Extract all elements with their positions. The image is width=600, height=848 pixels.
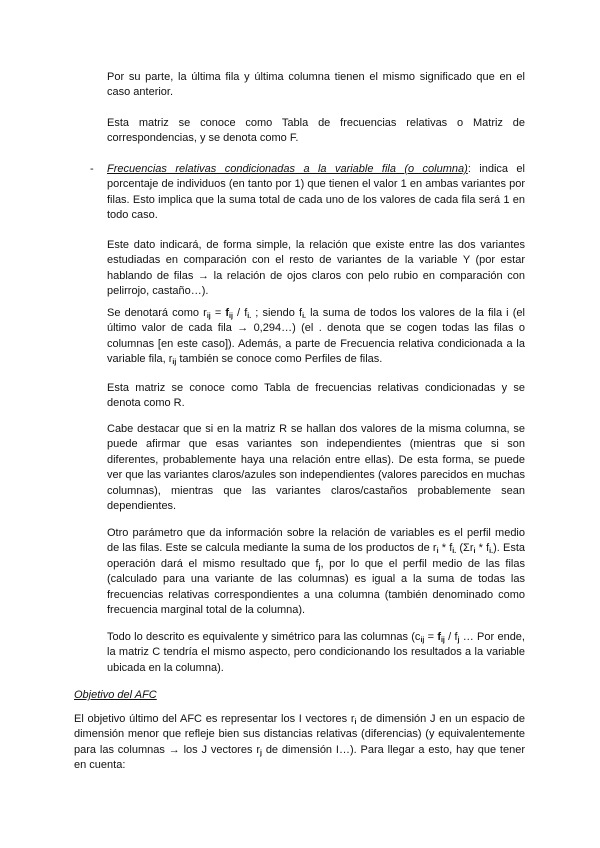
term-conditional-frequencies: Frecuencias relativas condicionadas a la variable fila (o columna): [107, 163, 468, 175]
bullet-marker: -: [90, 163, 94, 175]
paragraph-relation-explanation: Este dato indicará, de forma simple, la relación que existe entre las dos variantes estudiadas en comparación con el resto de variantes de la variable Y (por estar hablando de filas → la relación de ojos claros con pelo rubio en comparación con pelirrojo, castaño…).: [107, 239, 525, 298]
section-heading-objetivo-afc: Objetivo del AFC: [74, 689, 157, 701]
paragraph-last-row-column: Por su parte, la última fila y última columna tienen el mismo significado que en el caso anterior.: [107, 71, 525, 99]
paragraph-correspondence-matrix: Esta matriz se conoce como Tabla de frecuencias relativas o Matriz de correspondencias, y se denota como F.: [107, 117, 525, 145]
paragraph-matrix-r: Esta matriz se conoce como Tabla de frecuencias relativas condicionadas y se denota como R.: [107, 382, 525, 410]
paragraph-independence: Cabe destacar que si en la matriz R se hallan dos valores de la misma columna, se puede afirmar que esas variantes son independientes (mientras que si son diferentes, probablemente haya una relación entre ellas). De esta forma, se puede ver que las variantes claros/azules son independientes (valores parecidos en muchas columnas), mientras que las variantes claros/castaños probablemente sean dependientes.: [107, 423, 525, 513]
paragraph-columns-equivalent: Todo lo descrito es equivalente y simétrico para las columnas ($c_{ij} = f_{ij} / f_j$ … Por ende, la matriz C tendría el mismo aspecto, pero condicionando los resultados a la variable ubicada en la columna).: [107, 631, 525, 674]
paragraph-conditional-frequencies: Frecuencias relativas condicionadas a la variable fila (o columna): indica el porcentaje de individuos (en tanto por 1) que tienen el valor 1 en ambas variantes por filas. Esto implica que la suma total de cada uno de los valores de cada fila será 1 en todo caso.: [107, 163, 525, 222]
paragraph-objective: El objetivo último del AFC es representar los I vectores $r_i$ de dimensión J en un espacio de dimensión menor que refleje bien sus distancias relativas (diferencias) (y equivalentemente para las columnas → los J vectores $r_j$ de dimensión I…). Para llegar a esto, hay que tener en cuenta:: [74, 713, 525, 772]
paragraph-denotation-rij: Se denotará como $r_{ij} = f_{ij} / f_{i.}$ ; siendo $f_{i.}$ la suma de todos los valores de la fila i (el último valor de cada fila → 0,294…) (el . denota que se cogen todas las filas o columnas [en este caso]). Además, a parte de Frecuencia relativa condicionada a la variable fila, $r_{ij}$ también se conoce como Perfiles de filas.: [107, 307, 525, 367]
paragraph-mean-profile: Otro parámetro que da información sobre la relación de variables es el perfil medio de las filas. Este se calcula mediante la suma de los productos de $r_i * f_{i.}$ $(\Sigma r_i * f_{i.})$. Esta operación dará el mismo resultado que $f_j$, por lo que el perfil medio de las filas (calculado para una variante de las columnas) es igual a la suma de todas las frecuencias relativas correspondientes a una columna (también denominado como frecuencia marginal total de la columna).: [107, 527, 525, 617]
